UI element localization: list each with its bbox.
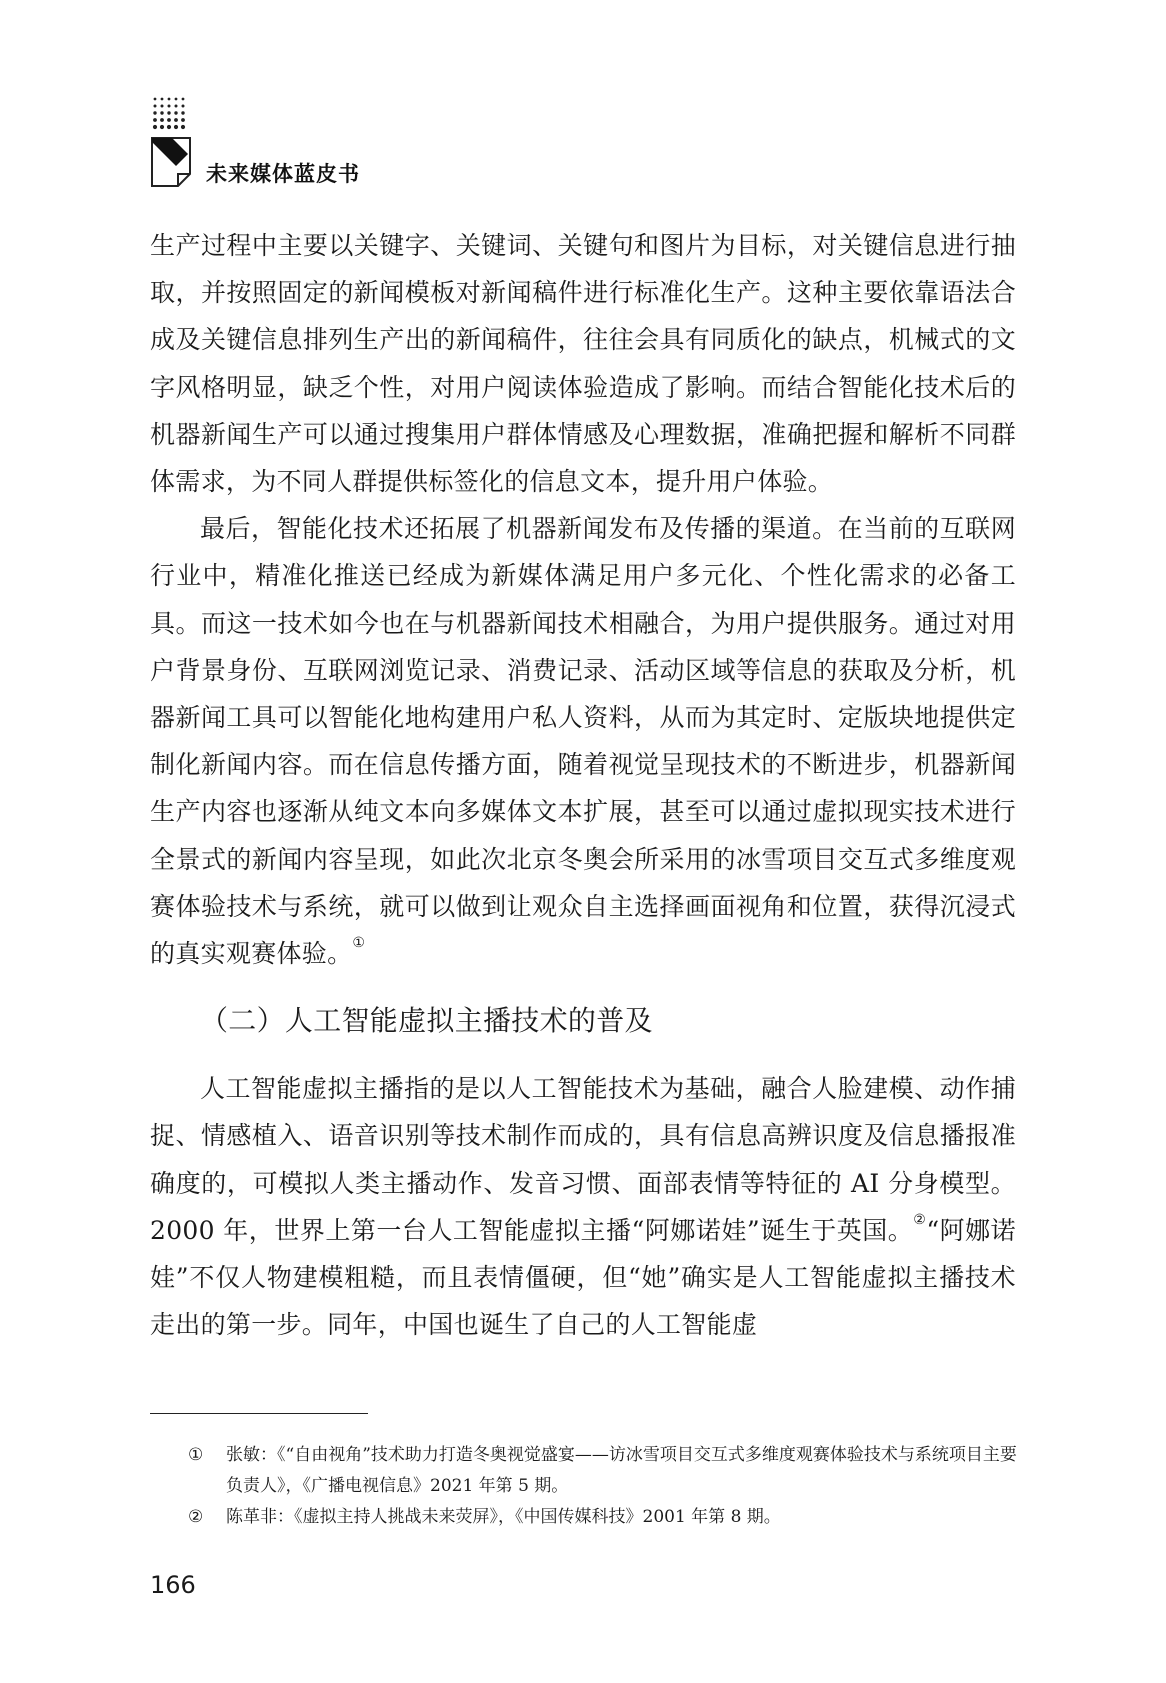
paragraph-text: 人工智能虚拟主播指的是以人工智能技术为基础，融合人脸建模、动作捕捉、情感植入、语音识别等技术制作而成的，具有信息高辨识度及信息播报准确度的，可模拟人类主播动作、发音习惯、面部表情等特征的 AI 分身模型。2000 年，世界上第一台人工智能虚拟主播“阿娜诺娃”诞生于英国。 — [150, 1074, 1016, 1245]
footnote-marker: ② — [188, 1507, 204, 1527]
footnote — [188, 1502, 1018, 1533]
page-header — [150, 96, 550, 206]
page-number: 166 — [150, 1571, 196, 1599]
footnotes — [188, 1440, 1018, 1533]
footnote-text: 陈革非：《虚拟主持人挑战未来荧屏》，《中国传媒科技》2001 年第 8 期。 — [226, 1507, 781, 1527]
dot-grid-icon — [152, 96, 186, 130]
book-corner-icon — [150, 136, 194, 188]
footnote — [188, 1440, 1018, 1502]
footnote-divider — [150, 1413, 368, 1414]
footnote-text: 张敏：《“自由视角”技术助力打造冬奥视觉盛宴——访冰雪项目交互式多维度观赛体验技术与系统项目主要负责人》，《广播电视信息》2021 年第 5 期。 — [226, 1445, 1017, 1496]
running-title: 未来媒体蓝皮书 — [206, 162, 360, 186]
footnote-ref[interactable]: ① — [352, 935, 366, 952]
paragraph-text: “阿娜诺娃”不仅人物建模粗糙，而且表情僵硬，但“她”确实是人工智能虚拟主播技术走出的第一步。同年，中国也诞生了自己的人工智能虚 — [150, 1215, 1016, 1340]
footnote-marker: ① — [188, 1445, 204, 1465]
paragraph — [150, 1065, 1016, 1348]
paragraph-text: 最后，智能化技术还拓展了机器新闻发布及传播的渠道。在当前的互联网行业中，精准化推送已经成为新媒体满足用户多元化、个性化需求的必备工具。而这一技术如今也在与机器新闻技术相融合，为用户提供服务。通过对用户背景身份、互联网浏览记录、消费记录、活动区域等信息的获取及分析，机器新闻工具可以智能化地构建用户私人资料，从而为其定时、定版块地提供定制化新闻内容。而在信息传播方面，随着视觉呈现技术的不断进步，机器新闻生产内容也逐渐从纯文本向多媒体文本扩展，甚至可以通过虚拟现实技术进行全景式的新闻内容呈现，如此次北京冬奥会所采用的冰雪项目交互式多维度观赛体验技术与系统，就可以做到让观众自主选择画面视角和位置，获得沉浸式的真实观赛体验。 — [150, 514, 1016, 969]
body-text — [150, 222, 1016, 1348]
section-heading: （二）人工智能虚拟主播技术的普及 — [200, 1004, 653, 1038]
paragraph — [150, 505, 1016, 977]
footnote-ref[interactable]: ② — [913, 1211, 927, 1228]
paragraph: 生产过程中主要以关键字、关键词、关键句和图片为目标，对关键信息进行抽取，并按照固定的新闻模板对新闻稿件进行标准化生产。这种主要依靠语法合成及关键信息排列生产出的新闻稿件，往往会具有同质化的缺点，机械式的文字风格明显，缺乏个性，对用户阅读体验造成了影响。而结合智能化技术后的机器新闻生产可以通过搜集用户群体情感及心理数据，准确把握和解析不同群体需求，为不同人群提供标签化的信息文本，提升用户体验。 — [150, 231, 1016, 497]
